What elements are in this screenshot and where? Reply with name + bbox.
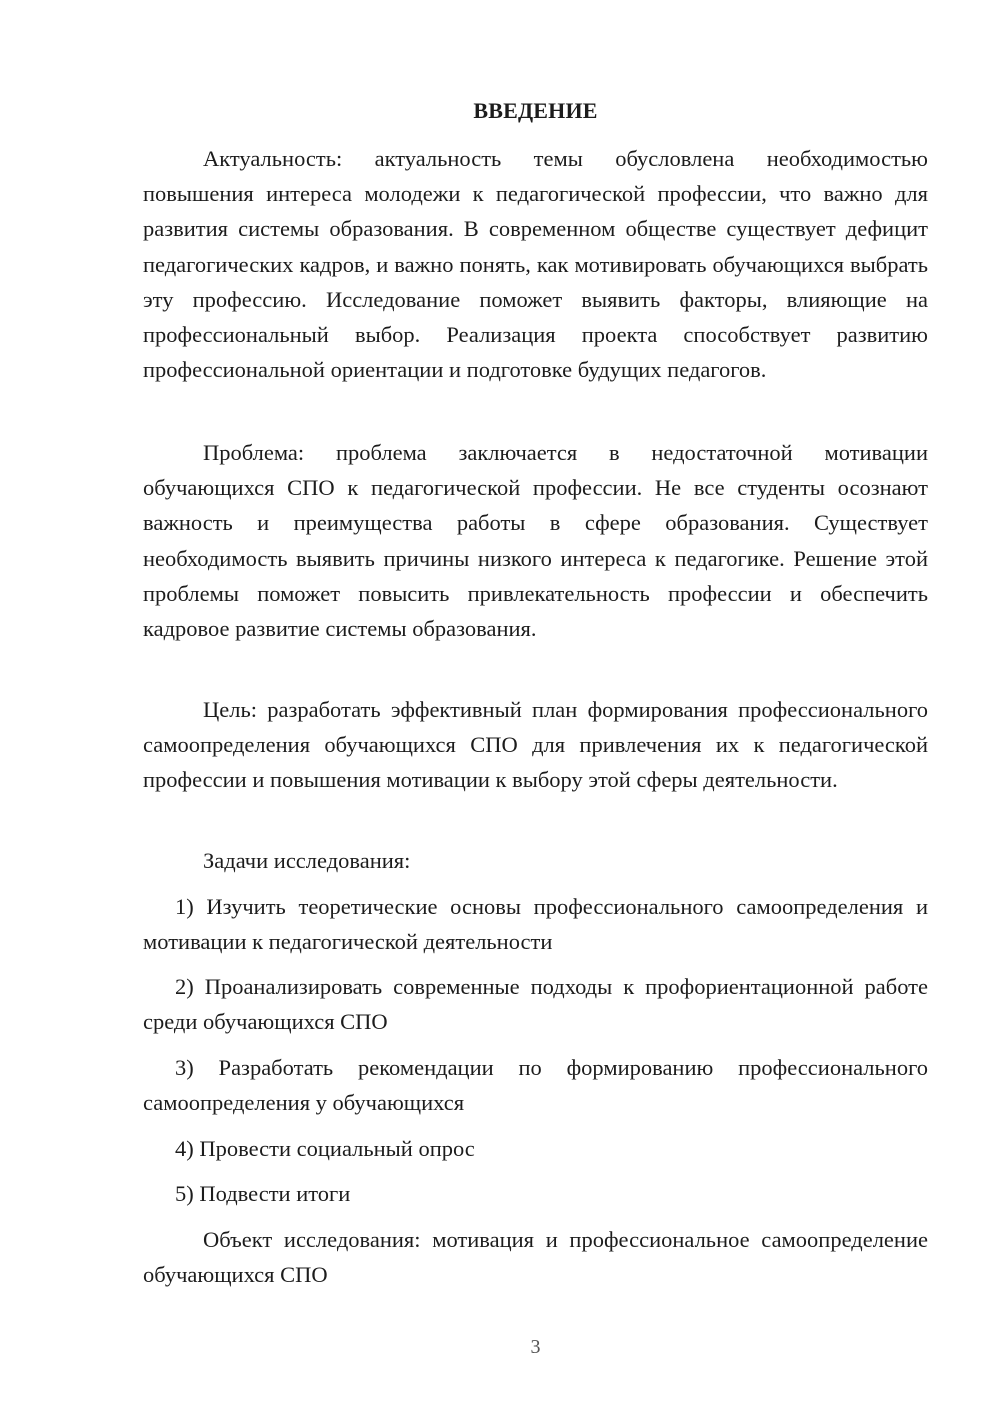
task-item: 2) Проанализировать современные подходы к профориентационной работе среди обучающихся СПО <box>143 974 928 1035</box>
section-heading: ВВЕДЕНИЕ <box>473 98 598 123</box>
task-item: 3) Разработать рекомендации по формированию профессионального самоопределения у обучающихся <box>143 1055 928 1116</box>
goal-paragraph: Цель: разработать эффективный план формирования профессионального самоопределения обучающихся СПО для привлечения их к педагогической профессии и повышения мотивации к выбору этой сферы деятельности. <box>143 697 928 793</box>
tasks-heading: Задачи исследования: <box>203 848 411 873</box>
page-number: 3 <box>530 1336 541 1358</box>
task-item: 4) Провести социальный опрос <box>175 1136 475 1161</box>
task-item: 5) Подвести итоги <box>175 1181 351 1206</box>
relevance-paragraph: Актуальность: актуальность темы обусловлена необходимостью повышения интереса молодежи к педагогической профессии, что важно для развития системы образования. В современном обществе существует дефицит педагогических кадров, и важно понять, как мотивировать обучающихся выбрать эту профессию. Исследование поможет выявить факторы, влияющие на профессиональный выбор. Реализация проекта способствует развитию профессиональной ориентации и подготовке будущих педагогов. <box>143 146 928 383</box>
task-item: 1) Изучить теоретические основы профессионального самоопределения и мотивации к педагогической деятельности <box>143 894 928 955</box>
problem-paragraph: Проблема: проблема заключается в недостаточной мотивации обучающихся СПО к педагогической профессии. Не все студенты осознают важность и преимущества работы в сфере образования. Существует необходимость выявить причины низкого интереса к педагогике. Решение этой проблемы поможет повысить привлекательность профессии и обеспечить кадровое развитие системы образования. <box>143 440 928 642</box>
object-paragraph: Объект исследования: мотивация и профессиональное самоопределение обучающихся СПО <box>143 1227 928 1288</box>
